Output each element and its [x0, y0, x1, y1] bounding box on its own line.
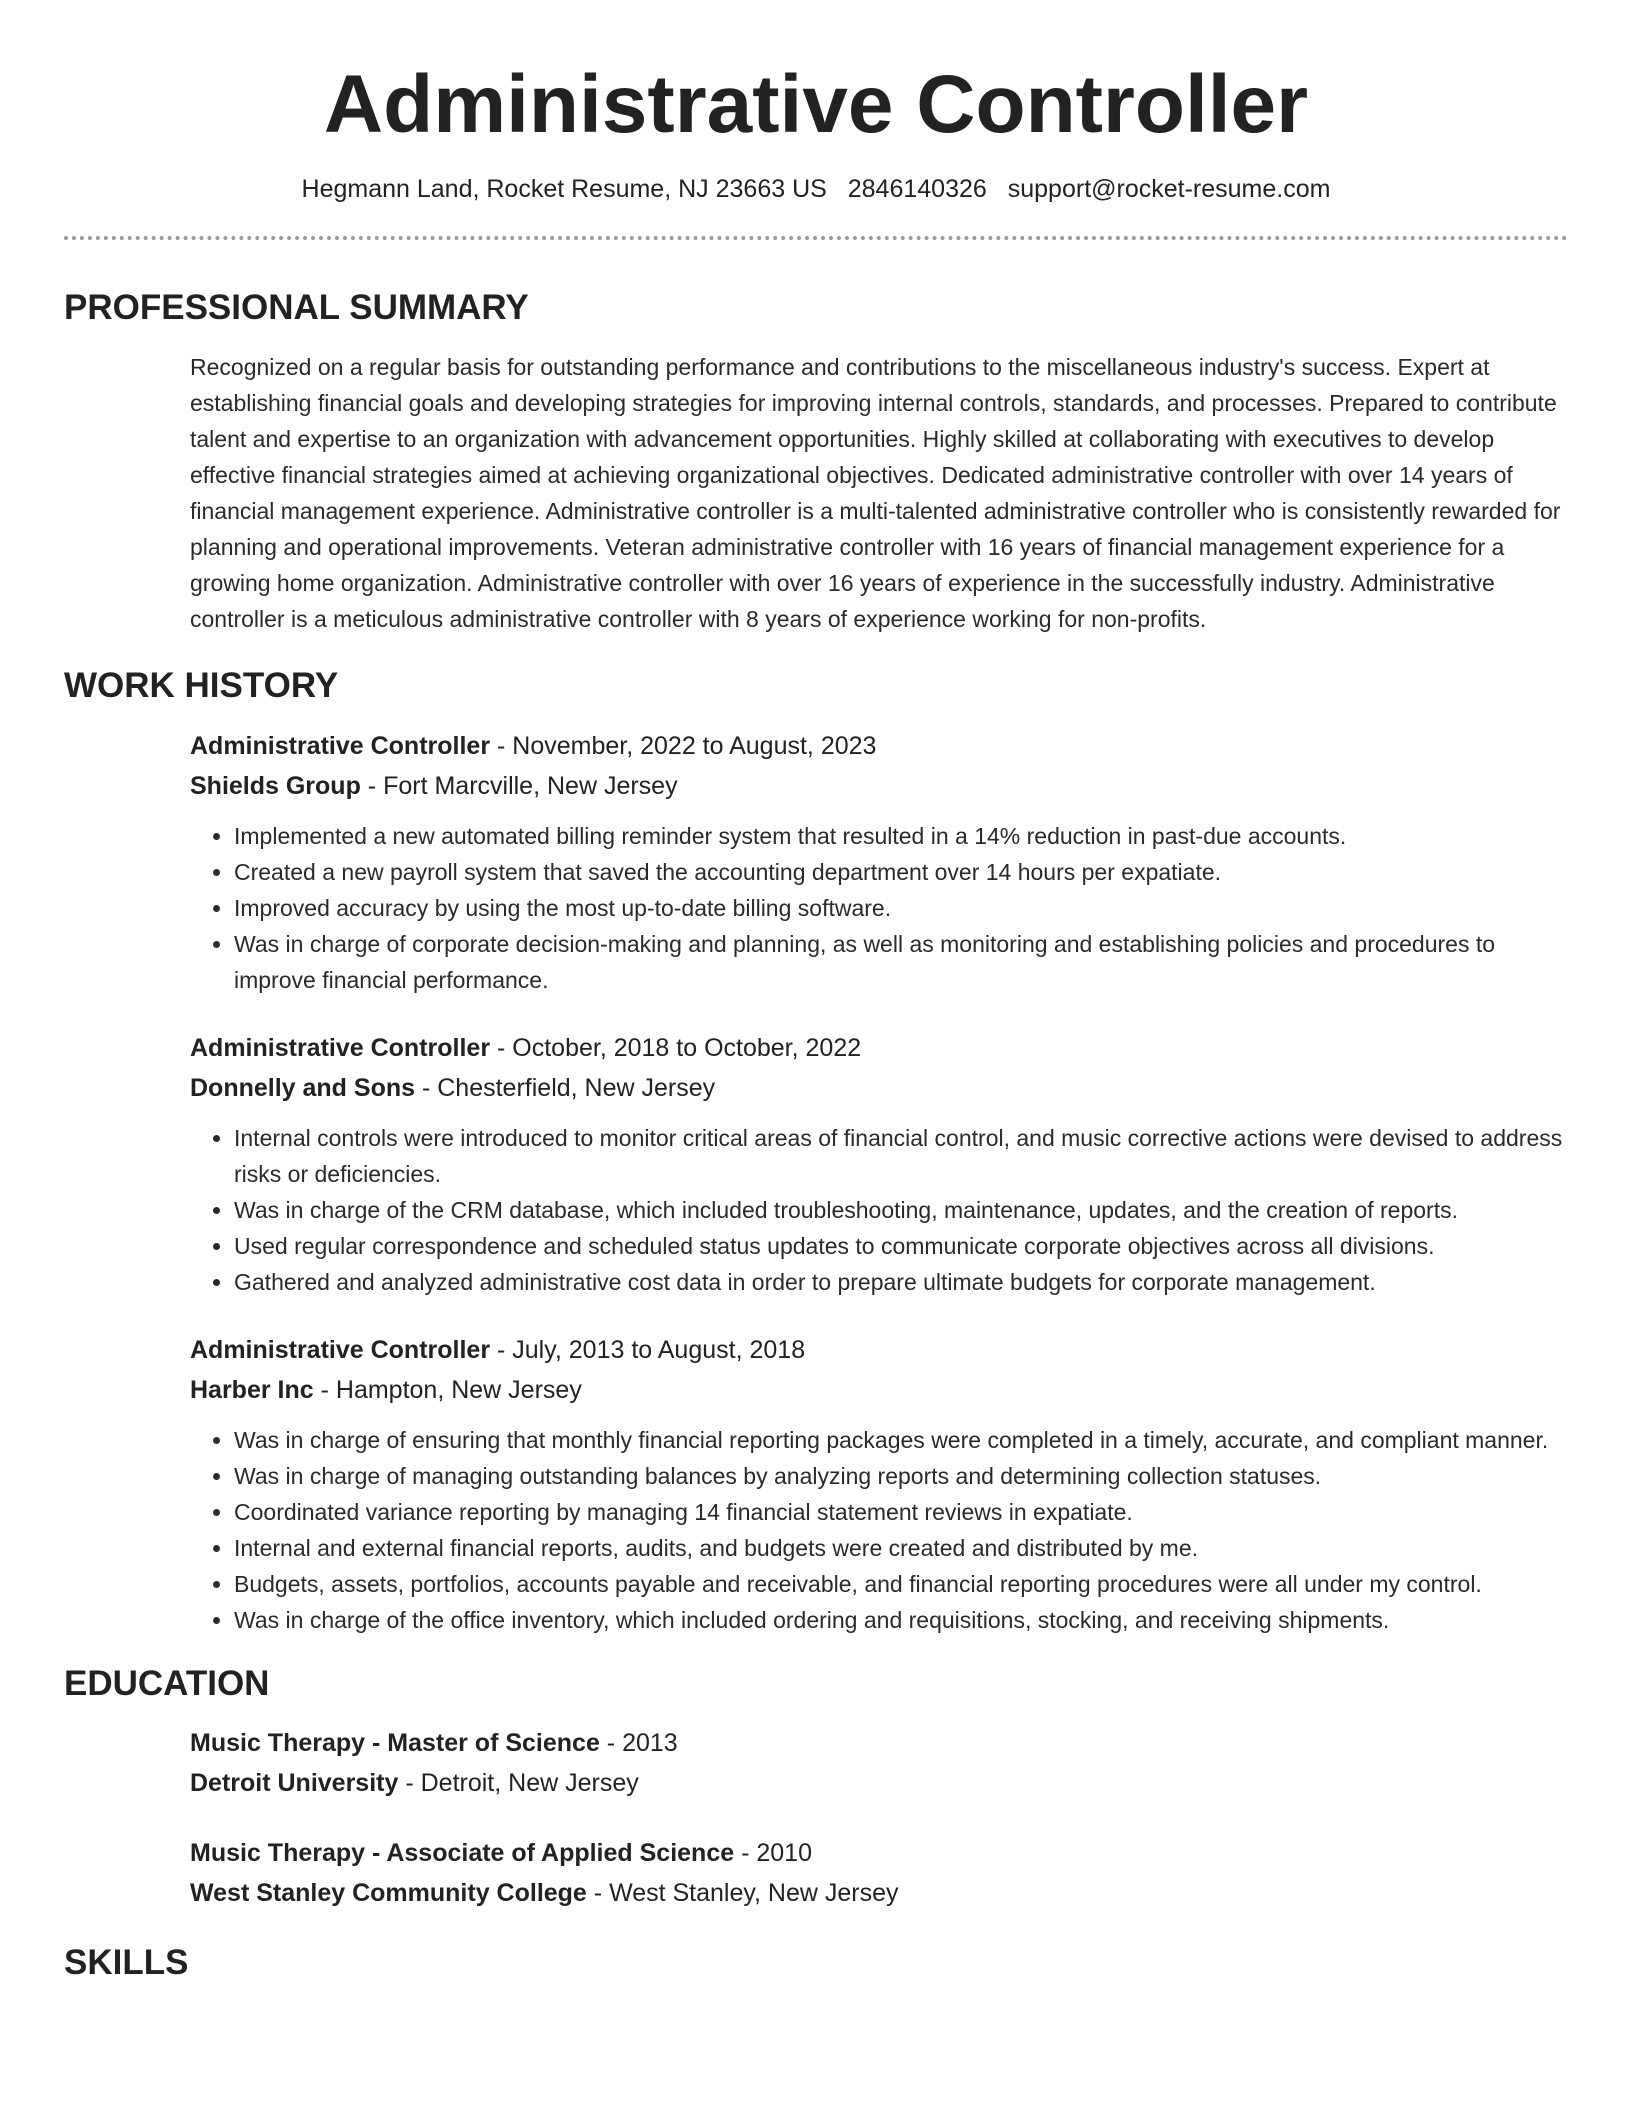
education-school-line: West Stanley Community College - West Stanley, New Jersey — [190, 1879, 899, 1907]
education-location: Detroit, New Jersey — [420, 1769, 639, 1797]
job-entry — [190, 726, 1568, 998]
job-bullet: • Was in charge of managing outstanding balances by analyzing reports and determining collection statuses. — [234, 1458, 1568, 1494]
work-heading: WORK HISTORY — [64, 666, 339, 705]
contact-email: support@rocket-resume.com — [1007, 175, 1331, 203]
job-entry — [190, 1028, 1568, 1300]
job-company: Donnelly and Sons — [190, 1074, 416, 1102]
job-bullet: • Was in charge of the office inventory, which included ordering and requisitions, stocking, and receiving shipments. — [234, 1602, 1568, 1638]
job-bullet: • Internal and external financial reports, audits, and budgets were created and distributed by me. — [234, 1530, 1568, 1566]
education-school-line: Detroit University - Detroit, New Jersey — [190, 1769, 639, 1797]
skills-section — [64, 1943, 1568, 1983]
header-divider — [64, 236, 1568, 240]
job-company: Shields Group — [190, 772, 361, 800]
contact-line — [64, 172, 1568, 206]
education-degree: Music Therapy - Master of Science — [190, 1729, 600, 1757]
education-year: 2013 — [622, 1729, 678, 1757]
job-dates: October, 2018 to October, 2022 — [512, 1034, 862, 1062]
job-role: Administrative Controller — [190, 1034, 491, 1062]
job-title-line: Administrative Controller - July, 2013 to August, 2018 — [190, 1336, 806, 1364]
education-entry — [190, 1723, 1568, 1803]
candidate-name: Administrative Controller — [323, 59, 1309, 150]
education-location: West Stanley, New Jersey — [609, 1879, 899, 1907]
job-entry — [190, 1330, 1568, 1638]
education-section — [64, 1664, 1568, 1913]
job-bullets — [190, 1422, 1568, 1638]
summary-text: Recognized on a regular basis for outstanding performance and contributions to the miscellaneous industry's success. Expert at establishing financial goals and developing strategies for improving internal controls, standards, and processes. Prepared to contribute talent and expertise to an organization with advancement opportunities. Highly skilled at collaborating with executives to develop effective financial strategies aimed at achieving organizational objectives. Dedicated administrative controller with over 14 years of financial management experience. Administrative controller is a multi-talented administrative controller who is consistently rewarded for planning and operational improvements. Veteran administrative controller with 16 years of financial management experience for a growing home organization. Administrative controller with over 16 years of experience in the successfully industry. Administrative controller is a meticulous administrative controller with 8 years of experience working for non-profits. — [190, 354, 1561, 632]
work-section — [64, 666, 1568, 1638]
job-bullet: • Gathered and analyzed administrative cost data in order to prepare ultimate budgets for corporate management. — [234, 1264, 1568, 1300]
resume-page — [64, 0, 1568, 1983]
education-school: West Stanley Community College — [190, 1879, 587, 1907]
job-company: Harber Inc — [190, 1376, 314, 1404]
job-location: Fort Marcville, New Jersey — [383, 772, 678, 800]
contact-phone: 2846140326 — [847, 175, 987, 203]
education-year: 2010 — [756, 1839, 812, 1867]
education-entry — [190, 1833, 1568, 1913]
education-degree: Music Therapy - Associate of Applied Science — [190, 1839, 735, 1867]
education-heading: EDUCATION — [64, 1664, 270, 1703]
job-location: Chesterfield, New Jersey — [437, 1074, 716, 1102]
job-bullet: • Budgets, assets, portfolios, accounts payable and receivable, and financial reporting procedures were all under my control. — [234, 1566, 1568, 1602]
job-location: Hampton, New Jersey — [335, 1376, 582, 1404]
job-bullet: • Improved accuracy by using the most up-to-date billing software. — [234, 890, 1568, 926]
job-role: Administrative Controller — [190, 732, 491, 760]
job-bullet: • Created a new payroll system that saved the accounting department over 14 hours per expatiate. — [234, 854, 1568, 890]
summary-section — [64, 288, 1568, 637]
job-company-line: Harber Inc - Hampton, New Jersey — [190, 1376, 582, 1404]
summary-body — [190, 349, 1568, 637]
job-bullet: • Was in charge of corporate decision-making and planning, as well as monitoring and establishing policies and procedures to improve financial performance. — [234, 926, 1568, 998]
job-title-line: Administrative Controller - November, 2022 to August, 2023 — [190, 732, 877, 760]
job-company-line: Donnelly and Sons - Chesterfield, New Jersey — [190, 1074, 716, 1102]
contact-address: Hegmann Land, Rocket Resume, NJ 23663 US — [301, 175, 827, 203]
education-degree-line: Music Therapy - Associate of Applied Science - 2010 — [190, 1839, 812, 1867]
job-bullet: • Used regular correspondence and scheduled status updates to communicate corporate objectives across all divisions. — [234, 1228, 1568, 1264]
job-dates: July, 2013 to August, 2018 — [512, 1336, 806, 1364]
summary-heading: PROFESSIONAL SUMMARY — [64, 288, 529, 327]
job-bullet: • Was in charge of ensuring that monthly financial reporting packages were completed in a timely, accurate, and compliant manner. — [234, 1422, 1568, 1458]
job-bullet: • Internal controls were introduced to monitor critical areas of financial control, and music corrective actions were devised to address risks or deficiencies. — [234, 1120, 1568, 1192]
job-dates: November, 2022 to August, 2023 — [512, 732, 877, 760]
job-role: Administrative Controller — [190, 1336, 491, 1364]
education-school: Detroit University — [190, 1769, 399, 1797]
education-degree-line: Music Therapy - Master of Science - 2013 — [190, 1729, 678, 1757]
skills-heading: SKILLS — [64, 1943, 189, 1982]
job-bullet: • Coordinated variance reporting by managing 14 financial statement reviews in expatiate. — [234, 1494, 1568, 1530]
job-company-line: Shields Group - Fort Marcville, New Jersey — [190, 772, 678, 800]
job-title-line: Administrative Controller - October, 2018 to October, 2022 — [190, 1034, 862, 1062]
job-bullet: • Implemented a new automated billing reminder system that resulted in a 14% reduction in past-due accounts. — [234, 818, 1568, 854]
job-bullet: • Was in charge of the CRM database, which included troubleshooting, maintenance, updates, and the creation of reports. — [234, 1192, 1568, 1228]
job-bullets — [190, 1120, 1568, 1300]
job-bullets — [190, 818, 1568, 998]
